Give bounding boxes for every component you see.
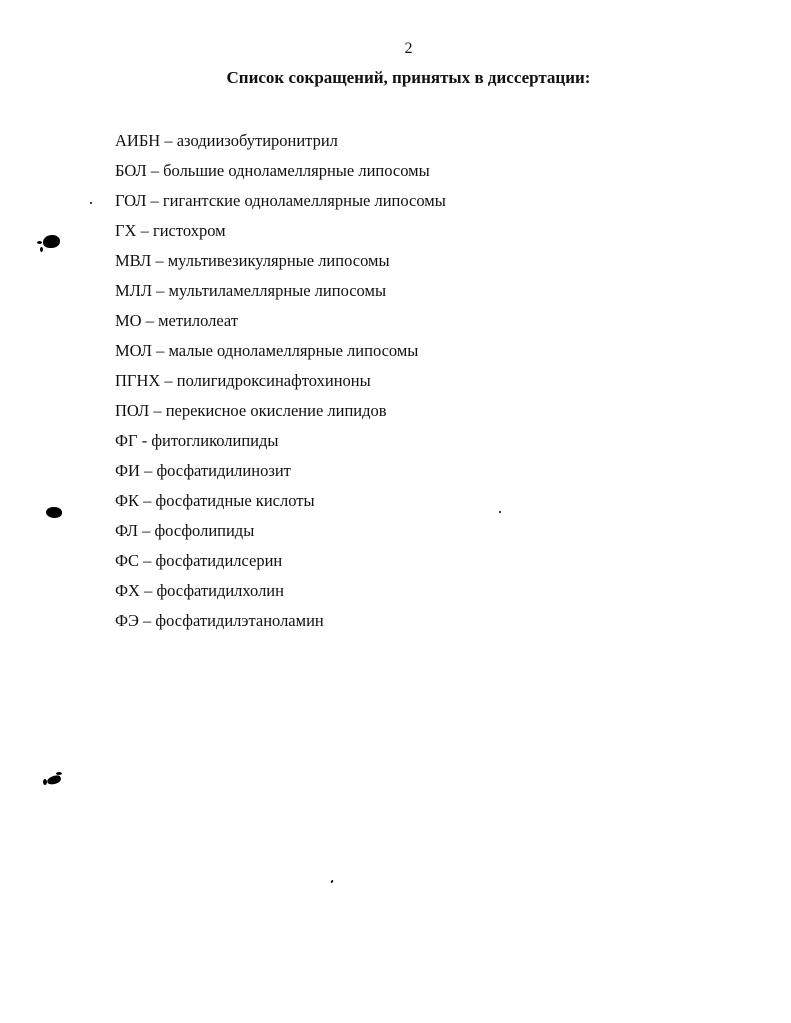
page-heading: Список сокращений, принятых в диссертации:	[226, 68, 591, 87]
ink-blot-mark	[43, 235, 60, 248]
ink-blot-mark	[46, 507, 62, 518]
scan-speck	[330, 880, 333, 884]
abbreviation-item: БОЛ – большие одноламеллярные липосомы	[115, 161, 430, 180]
abbreviation-item: ФГ - фитогликолипиды	[115, 431, 279, 450]
ink-blot-mark	[56, 772, 62, 775]
abbreviation-list	[115, 126, 446, 636]
abbreviation-item: ФК – фосфатидные кислоты	[115, 491, 315, 510]
abbreviation-item: ФЛ – фосфолипиды	[115, 521, 255, 540]
abbreviation-item: ПОЛ – перекисное окисление липидов	[115, 401, 387, 420]
page-number: 2	[404, 40, 413, 57]
abbreviation-item: ФИ – фосфатидилинозит	[115, 461, 291, 480]
abbreviation-item: ГОЛ – гигантские одноламеллярные липосомы	[115, 191, 446, 210]
ink-blot-mark	[46, 774, 62, 785]
abbreviation-item: МОЛ – малые одноламеллярные липосомы	[115, 341, 419, 360]
ink-blot-mark	[40, 247, 43, 252]
abbreviation-item: МЛЛ – мультиламеллярные липосомы	[115, 281, 387, 300]
scan-speck	[499, 511, 501, 513]
abbreviation-item: АИБН – азодиизобутиронитрил	[115, 131, 338, 150]
ink-blot-mark	[37, 241, 42, 244]
scan-speck	[90, 202, 92, 204]
abbreviation-item: ФС – фосфатидилсерин	[115, 551, 283, 570]
abbreviation-item: МО – метилолеат	[115, 311, 239, 330]
abbreviation-item: ПГНХ – полигидроксинафтохиноны	[115, 371, 371, 390]
abbreviation-item: ФЭ – фосфатидилэтаноламин	[115, 611, 324, 630]
abbreviation-item: ГХ – гистохром	[115, 221, 226, 240]
ink-blot-mark	[43, 779, 47, 785]
abbreviation-item: ФХ – фосфатидилхолин	[115, 581, 284, 600]
abbreviation-item: МВЛ – мультивезикулярные липосомы	[115, 251, 390, 270]
